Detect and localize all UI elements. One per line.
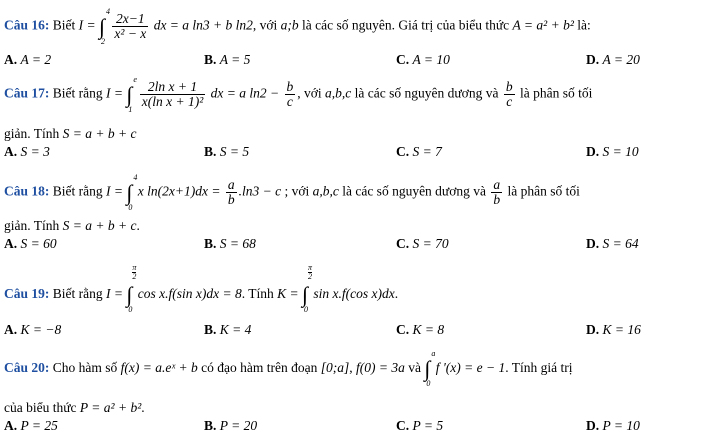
option-letter: A.	[4, 236, 18, 251]
fraction	[504, 80, 515, 109]
stem-text: Biết rằng	[52, 183, 103, 199]
math-expression: f(x) = a.eˣ + b	[120, 360, 198, 376]
math-expression: S = a + b + c	[62, 126, 137, 141]
math-expression: sin x.f(cos x)dx	[313, 286, 395, 302]
question-label: Câu 16:	[4, 17, 50, 33]
integral-var: I =	[106, 183, 123, 199]
option-value: S = 7	[412, 144, 442, 159]
option-letter: B.	[204, 236, 217, 251]
stem-text: ,	[349, 360, 353, 376]
option-letter: D.	[586, 236, 600, 251]
option-value: P = 25	[20, 418, 58, 433]
fraction-denominator: c	[506, 94, 513, 109]
stem-text: là phân số tối	[507, 183, 580, 199]
question-19	[4, 262, 709, 338]
option-value: K = −8	[20, 322, 62, 337]
option-c[interactable]	[396, 144, 442, 160]
option-letter: D.	[586, 418, 600, 433]
option-c[interactable]	[396, 322, 444, 338]
option-letter: D.	[586, 144, 600, 159]
stem-text: là:	[577, 17, 591, 33]
question-18	[4, 172, 709, 260]
stem-text: là các số nguyên dương và	[354, 85, 499, 101]
option-d[interactable]	[586, 144, 639, 160]
math-variables: a,b,c	[325, 85, 352, 101]
option-value: A = 20	[602, 52, 640, 67]
stem-text: ; với	[284, 183, 310, 199]
option-c[interactable]	[396, 418, 443, 434]
stem-text: giản. Tính	[4, 126, 60, 141]
question-label: Câu 19:	[4, 286, 50, 302]
stem-text: và	[408, 360, 422, 376]
integral-sign: ∫ a 0	[424, 349, 436, 388]
option-letter: B.	[204, 418, 217, 433]
option-value: A = 5	[219, 52, 251, 67]
math-expression: P = a² + b²	[79, 400, 142, 415]
stem-text: của biểu thức	[4, 400, 77, 415]
question-label: Câu 20:	[4, 360, 50, 376]
option-value: P = 5	[412, 418, 444, 433]
option-value: A = 10	[412, 52, 450, 67]
math-expression: cos x.f(sin x)dx = 8	[137, 286, 242, 302]
option-a[interactable]	[4, 418, 58, 434]
integral-sign: ∫ e 1	[126, 74, 137, 114]
stem-text: .	[141, 400, 145, 415]
option-letter: B.	[204, 52, 217, 67]
fraction-denominator: x(ln x + 1)²	[141, 94, 204, 109]
fraction	[226, 178, 237, 207]
pi-numerator: π	[308, 263, 313, 272]
fraction-denominator: b	[227, 192, 235, 207]
math-variables: a;b	[280, 17, 299, 33]
option-b[interactable]	[204, 144, 249, 160]
option-b[interactable]	[204, 322, 251, 338]
fraction-numerator: a	[227, 177, 235, 192]
option-a[interactable]	[4, 322, 61, 338]
question-18-continuation	[4, 218, 140, 234]
question-16-stem	[4, 6, 591, 46]
math-expression: .ln3 − c	[238, 183, 282, 199]
option-value: S = 64	[602, 236, 639, 251]
question-18-stem	[4, 172, 580, 212]
integral-sign: ∫ $\frac{\pi}{2}$ 0	[302, 263, 313, 314]
option-a[interactable]	[4, 52, 51, 68]
option-a[interactable]	[4, 236, 57, 252]
upper-limit	[308, 264, 312, 281]
option-letter: B.	[204, 322, 217, 337]
stem-text: là phân số tối	[519, 85, 593, 101]
option-d[interactable]	[586, 322, 641, 338]
option-d[interactable]	[586, 52, 640, 68]
option-letter: A.	[4, 322, 18, 337]
math-expression: x ln(2x+1)dx =	[137, 183, 221, 199]
question-label: Câu 18:	[4, 183, 50, 199]
option-d[interactable]	[586, 418, 640, 434]
stem-text: Biết rằng	[52, 85, 103, 101]
stem-text: .	[136, 218, 140, 233]
option-b[interactable]	[204, 52, 250, 68]
option-letter: A.	[4, 52, 18, 67]
option-value: S = 5	[219, 144, 250, 159]
upper-limit	[132, 264, 136, 281]
question-17	[4, 76, 709, 168]
lower-limit: 0	[128, 202, 133, 212]
fraction-denominator: b	[493, 192, 501, 207]
fraction-numerator: 2x−1	[112, 12, 148, 27]
integral-var: K =	[277, 286, 299, 302]
upper-limit: a	[431, 349, 436, 358]
option-letter: A.	[4, 144, 18, 159]
stem-text: , với	[252, 17, 278, 33]
fraction	[285, 80, 296, 109]
math-expression: A = a² + b²	[512, 17, 574, 33]
option-c[interactable]	[396, 236, 449, 252]
option-value: S = 68	[219, 236, 256, 251]
stem-text: là các số nguyên dương và	[342, 183, 487, 199]
option-value: S = 70	[412, 236, 449, 251]
math-expression: dx = a ln3 + b ln2	[153, 17, 253, 33]
option-value: S = 3	[20, 144, 50, 159]
integral-var: I =	[106, 85, 123, 101]
question-17-stem	[4, 74, 593, 114]
lower-limit: 2	[101, 36, 105, 46]
option-d[interactable]	[586, 236, 639, 252]
stem-text: có đạo hàm trên đoạn	[201, 360, 318, 376]
option-letter: C.	[396, 52, 410, 67]
integral-var: I =	[78, 17, 96, 33]
stem-text: Biết	[52, 17, 76, 33]
fraction	[140, 80, 206, 109]
option-b[interactable]	[204, 236, 256, 252]
option-value: S = 60	[20, 236, 57, 251]
option-value: P = 20	[219, 418, 258, 433]
math-expression: f '(x) = e − 1	[435, 360, 506, 376]
upper-limit: 4	[106, 6, 110, 16]
fraction-denominator: x² − x	[114, 26, 147, 41]
stem-text: Biết rằng	[52, 286, 103, 302]
integral-sign: ∫ 4 0	[126, 172, 138, 212]
stem-text: là các số nguyên. Giá trị của biểu thức	[302, 17, 510, 33]
option-value: K = 16	[602, 322, 641, 337]
fraction-numerator: b	[505, 79, 513, 94]
question-16	[4, 6, 709, 70]
option-letter: D.	[586, 322, 600, 337]
integral-sign: ∫ $\frac{\pi}{2}$ 0	[126, 263, 137, 314]
fraction-denominator: c	[286, 94, 293, 109]
fraction-numerator: a	[493, 177, 501, 192]
question-17-continuation	[4, 126, 136, 142]
pi-numerator: π	[132, 263, 137, 272]
option-letter: C.	[396, 144, 410, 159]
fraction	[491, 178, 502, 207]
option-letter: C.	[396, 322, 410, 337]
upper-limit: 4	[133, 172, 138, 182]
stem-text: giản. Tính	[4, 218, 60, 233]
math-expression: S = a + b + c	[62, 218, 137, 233]
option-value: K = 4	[219, 322, 252, 337]
math-expression: f(0) = 3a	[356, 360, 405, 376]
question-label: Câu 17:	[4, 85, 50, 101]
fraction	[112, 12, 148, 41]
stem-text: . Tính giá trị	[505, 360, 573, 376]
integral-sign: ∫ 4 2	[99, 6, 110, 46]
option-value: K = 8	[412, 322, 445, 337]
lower-limit: 0	[304, 305, 308, 314]
pi-denominator: 2	[308, 272, 312, 281]
option-letter: A.	[4, 418, 18, 433]
stem-text: .	[394, 286, 399, 302]
option-a[interactable]	[4, 144, 50, 160]
math-expression: [0;a]	[320, 360, 350, 376]
upper-limit: e	[133, 74, 137, 84]
stem-text: , với	[297, 85, 322, 101]
option-letter: C.	[396, 236, 410, 251]
stem-text: Cho hàm số	[52, 360, 118, 376]
option-value: P = 10	[602, 418, 640, 433]
math-expression: dx = a ln2 −	[210, 85, 280, 101]
question-20-stem	[4, 349, 573, 388]
option-letter: C.	[396, 418, 410, 433]
lower-limit: 1	[128, 104, 133, 114]
integral-var: I =	[106, 286, 123, 302]
lower-limit: 0	[426, 379, 431, 388]
option-b[interactable]	[204, 418, 257, 434]
question-19-stem	[4, 263, 399, 314]
fraction-numerator: 2ln x + 1	[140, 80, 206, 95]
fraction-numerator: b	[286, 79, 294, 94]
option-letter: B.	[204, 144, 217, 159]
math-variables: a,b,c	[312, 183, 339, 199]
option-value: A = 2	[20, 52, 52, 67]
option-value: S = 10	[602, 144, 639, 159]
option-c[interactable]	[396, 52, 450, 68]
stem-text: . Tính	[241, 286, 274, 302]
option-letter: D.	[586, 52, 600, 67]
question-20-continuation	[4, 400, 145, 416]
pi-denominator: 2	[132, 272, 137, 281]
question-20	[4, 344, 709, 438]
lower-limit: 0	[128, 305, 133, 314]
